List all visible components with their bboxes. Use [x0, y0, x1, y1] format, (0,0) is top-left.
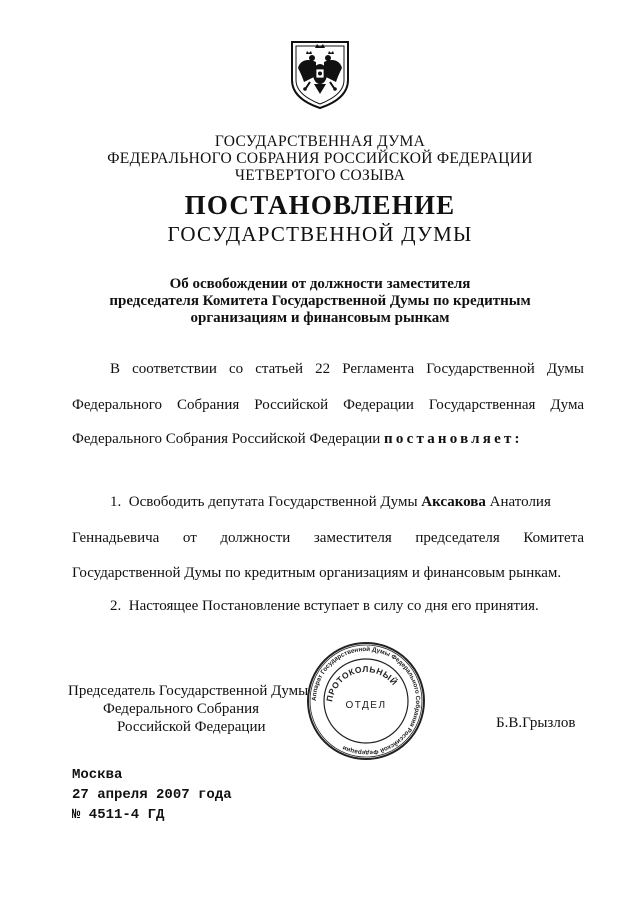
preamble-line-1: В соответствии со статьей 22 Регламента Государственной Думы [110, 361, 584, 377]
signature-title-line-3: Российской Федерации [117, 719, 266, 735]
item-1-text-start: Освободить депутата Государственной Думы [128, 494, 422, 510]
header-line-3: ЧЕТВЕРТОГО СОЗЫВА [234, 167, 406, 184]
signing-date: 27 апреля 2007 года [72, 787, 232, 803]
subject-line-2: председателя Комитета Государственной Думы по кредитным [109, 293, 531, 309]
svg-text:ПРОТОКОЛЬНЫЙ [324, 664, 400, 702]
place-of-signing: Москва [72, 767, 123, 783]
subject-line-1: Об освобождении от должности заместителя [169, 276, 471, 292]
preamble-line-3 [72, 430, 584, 448]
item-2-number: 2. [110, 598, 122, 614]
item-1-line-1 [110, 493, 584, 511]
header-line-2: ФЕДЕРАЛЬНОГО СОБРАНИЯ РОССИЙСКОЙ ФЕДЕРАЦИИ [107, 150, 533, 167]
subject-line-3: организациям и финансовым рынкам [190, 310, 450, 326]
stamp-outer-text: Аппарат Государственной Думы Федерального Собрания Российской Федерации [310, 645, 422, 757]
item-2-text: Настоящее Постановление вступает в силу со дня его принятия. [128, 598, 539, 614]
stamp-inner-text: ПРОТОКОЛЬНЫЙ [324, 663, 400, 703]
deputy-surname: Аксакова [421, 494, 486, 510]
coat-of-arms-icon [288, 38, 352, 110]
header-line-1: ГОСУДАРСТВЕННАЯ ДУМА [214, 133, 426, 150]
item-2-line [110, 597, 584, 615]
preamble-line-2: Федерального Собрания Российской Федерации Государственная Дума [72, 397, 584, 413]
document-subtitle: ГОСУДАРСТВЕННОЙ ДУМЫ [167, 222, 473, 246]
item-1-number: 1. [110, 494, 122, 510]
item-1-line-2: Геннадьевича от должности заместителя председателя Комитета [72, 530, 584, 546]
document-title: ПОСТАНОВЛЕНИЕ [184, 190, 456, 220]
document-number: № 4511-4 ГД [72, 807, 165, 823]
signature-title-line-1: Председатель Государственной Думы [68, 683, 309, 699]
stamp-center-text: ОТДЕЛ [345, 700, 387, 711]
item-1-line-3: Государственной Думы по кредитным организациям и финансовым рынкам. [72, 565, 562, 581]
signature-title-line-2: Федерального Собрания [103, 701, 260, 717]
resolution-verb: постановляет: [384, 431, 523, 447]
signer-name: Б.В.Грызлов [496, 715, 576, 731]
protocol-department-stamp [305, 640, 427, 762]
preamble-line-3-text: Федерального Собрания Российской Федерации [72, 431, 385, 447]
item-1-text-end: Анатолия [485, 494, 551, 510]
